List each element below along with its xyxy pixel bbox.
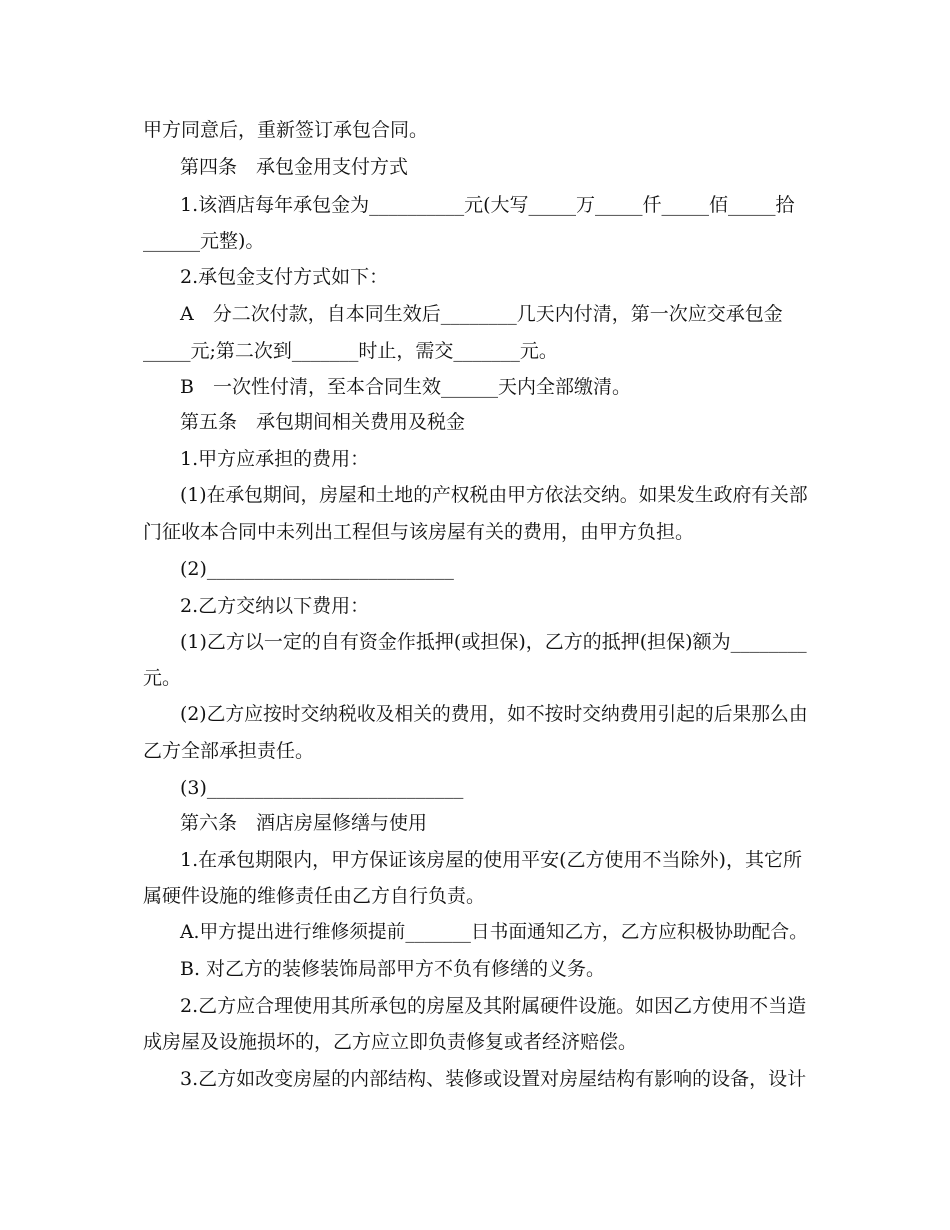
- text-line: 门征收本合同中未列出工程但与该房屋有关的费用，由甲方负担。: [143, 521, 695, 543]
- text-line: 3.乙方如改变房屋的内部结构、装修或设置对房屋结构有影响的设备，设计: [180, 1068, 807, 1090]
- text-line: A.甲方提出进行维修须提前_______日书面通知乙方，乙方应积极协助配合。: [180, 922, 808, 943]
- text-line: 元。: [143, 667, 182, 689]
- text-line: 2.乙方交纳以下费用：: [180, 595, 370, 617]
- text-line: (3)___________________________: [180, 777, 464, 799]
- text-line: (1)在承包期间，房屋和土地的产权税由甲方依法交纳。如果发生政府有关部: [180, 485, 808, 506]
- text-line: 甲方同意后，重新签订承包合同。: [143, 119, 429, 141]
- text-line: A 分二次付款，自本同生效后________几天内付清，第一次应交承包金: [180, 303, 783, 325]
- text-line: 1.在承包期限内，甲方保证该房屋的使用平安(乙方使用不当除外)，其它所: [180, 849, 802, 871]
- text-line: ______元整)。: [143, 230, 265, 252]
- text-line: 1.甲方应承担的费用：: [180, 448, 370, 470]
- text-line: 2.承包金支付方式如下：: [180, 266, 389, 288]
- text-line: 2.乙方应合理使用其所承包的房屋及其附属硬件设施。如因乙方使用不当造: [180, 995, 807, 1017]
- text-line: B. 对乙方的装修装饰局部甲方不负有修缮的义务。: [180, 958, 606, 980]
- text-line: 成房屋及设施损坏的，乙方应立即负责修复或者经济赔偿。: [143, 1031, 638, 1053]
- text-line: 乙方全部承担责任。: [143, 740, 315, 762]
- text-line: (2)__________________________: [180, 558, 454, 580]
- text-line: (1)乙方以一定的自有资金作抵押(或担保)，乙方的抵押(担保)额为________: [180, 631, 807, 653]
- section-heading: 第五条 承包期间相关费用及税金: [180, 411, 466, 433]
- text-line: (2)乙方应按时交纳税收及相关的费用，如不按时交纳费用引起的后果那么由: [180, 704, 808, 725]
- text-line: 属硬件设施的维修责任由乙方自行负责。: [143, 885, 486, 907]
- text-line: 1.该酒店每年承包金为__________元(大写_____万_____仟_____佰_____拾: [180, 194, 795, 216]
- section-heading: 第四条 承包金用支付方式: [180, 156, 409, 178]
- section-heading: 第六条 酒店房屋修缮与使用: [180, 812, 428, 834]
- text-line: B 一次性付清，至本合同生效______天内全部缴清。: [180, 376, 631, 398]
- text-line: _____元;第二次到_______时止，需交_______元。: [143, 340, 558, 362]
